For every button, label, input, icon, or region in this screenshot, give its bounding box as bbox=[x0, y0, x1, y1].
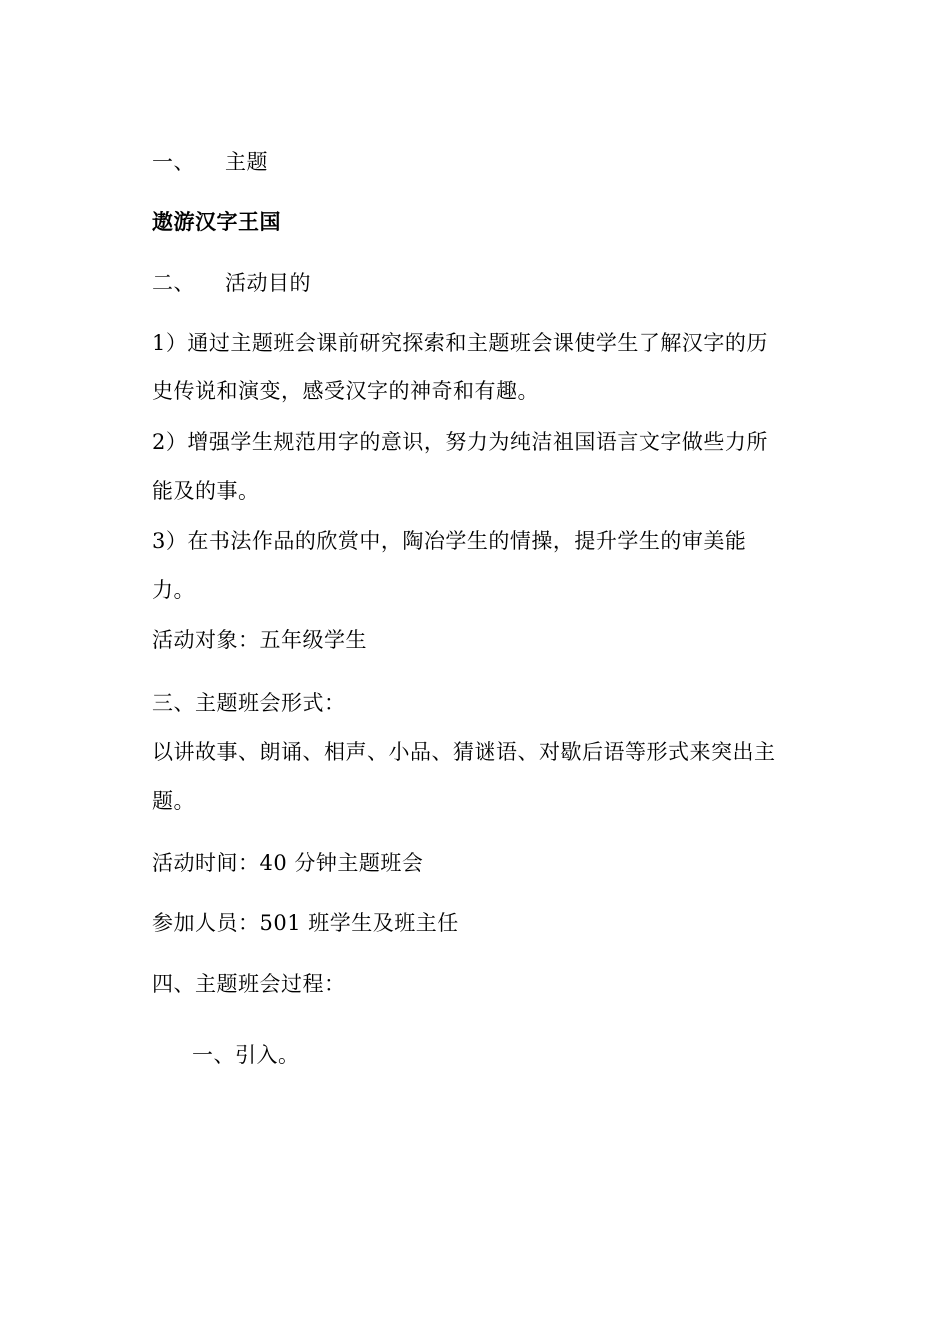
section-1-title: 主题 bbox=[225, 150, 268, 174]
section-1-number: 一、 bbox=[152, 150, 195, 174]
goal-3-line-2: 力。 bbox=[152, 578, 195, 602]
section-3-heading: 三、主题班会形式： bbox=[152, 691, 346, 715]
activity-target: 活动对象：五年级学生 bbox=[152, 628, 367, 652]
activity-time: 活动时间：40 分钟主题班会 bbox=[152, 851, 424, 875]
participants: 参加人员：501 班学生及班主任 bbox=[152, 911, 459, 935]
goal-2-line-1: 2）增强学生规范用字的意识，努力为纯洁祖国语言文字做些力所 bbox=[152, 430, 768, 454]
goal-1-line-2: 史传说和演变，感受汉字的神奇和有趣。 bbox=[152, 379, 539, 403]
section-2-number: 二、 bbox=[152, 271, 195, 295]
format-line-2: 题。 bbox=[152, 789, 195, 813]
section-2-heading bbox=[152, 269, 311, 297]
section-1-heading bbox=[152, 148, 268, 176]
format-line-1: 以讲故事、朗诵、相声、小品、猜谜语、对歇后语等形式来突出主 bbox=[152, 740, 776, 764]
theme-title: 遨游汉字王国 bbox=[152, 210, 281, 234]
goal-3-line-1: 3）在书法作品的欣赏中，陶冶学生的情操，提升学生的审美能 bbox=[152, 529, 747, 553]
goal-2-line-2: 能及的事。 bbox=[152, 479, 260, 503]
section-2-title: 活动目的 bbox=[225, 271, 311, 295]
goal-1-line-1: 1）通过主题班会课前研究探索和主题班会课使学生了解汉字的历 bbox=[152, 331, 768, 355]
step-1-heading: 一、引入。 bbox=[192, 1043, 300, 1067]
section-4-heading: 四、主题班会过程： bbox=[152, 972, 346, 996]
